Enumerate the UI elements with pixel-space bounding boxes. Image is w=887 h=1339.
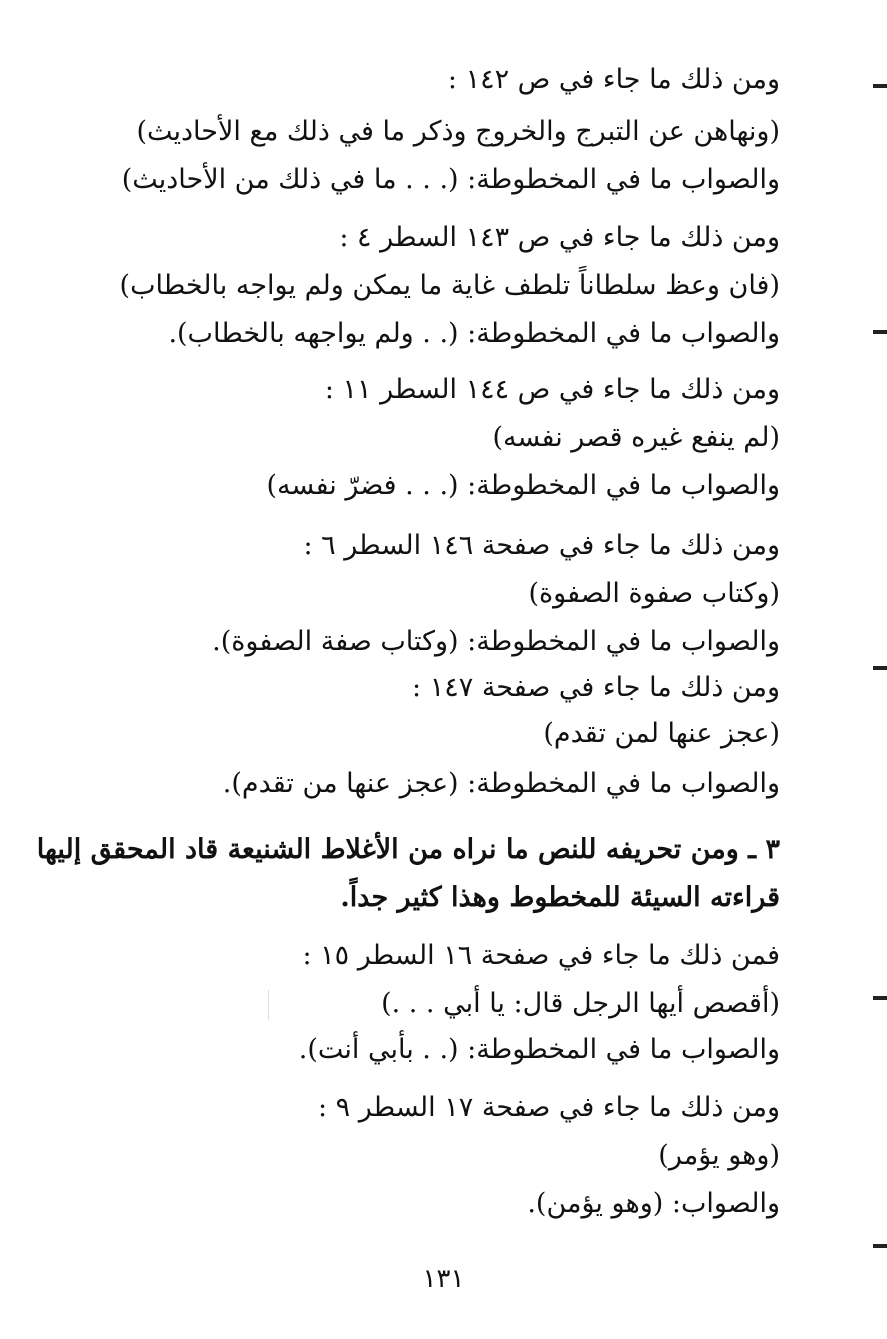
text-line-8: (لم ينفع غيره قصر نفسه) [492,422,780,453]
text-line-14: (عجز عنها لمن تقدم) [543,718,780,749]
page-number: ١٣١ [422,1264,465,1294]
text-line-19: (أقصص أيها الرجل قال: يا أبي . . .) [381,988,780,1019]
text-line-18: فمن ذلك ما جاء في صفحة ١٦ السطر ١٥ : [302,940,780,971]
text-line-2: (ونهاهن عن التبرج والخروج وذكر ما في ذلك مع الأحاديث) [136,116,780,147]
text-line-12: والصواب ما في المخطوطة: (وكتاب صفة الصفوة). [212,626,780,657]
text-line-22: (وهو يؤمر) [658,1140,780,1171]
margin-mark [873,996,887,1000]
text-line-11: (وكتاب صفوة الصفوة) [528,578,780,609]
text-line-9: والصواب ما في المخطوطة: (. . . فضرّ نفسه) [266,470,780,501]
text-line-3: والصواب ما في المخطوطة: (. . . ما في ذلك من الأحاديث) [121,164,780,195]
text-line-5: (فان وعظ سلطاناً تلطف غاية ما يمكن ولم يواجه بالخطاب) [119,270,780,301]
text-line-15: والصواب ما في المخطوطة: (عجز عنها من تقدم). [222,768,780,799]
text-line-4: ومن ذلك ما جاء في ص ١٤٣ السطر ٤ : [339,222,780,253]
text-line-7: ومن ذلك ما جاء في ص ١٤٤ السطر ١١ : [324,374,780,405]
text-line-10: ومن ذلك ما جاء في صفحة ١٤٦ السطر ٦ : [303,530,780,561]
text-line-1: ومن ذلك ما جاء في ص ١٤٢ : [447,64,780,95]
scan-artifact [268,990,269,1020]
text-line-20: والصواب ما في المخطوطة: (. . بأبي أنت). [298,1034,780,1065]
margin-mark [873,84,887,88]
margin-mark [873,666,887,670]
margin-mark [873,330,887,334]
text-line-21: ومن ذلك ما جاء في صفحة ١٧ السطر ٩ : [317,1092,780,1123]
text-line-6: والصواب ما في المخطوطة: (. . ولم يواجهه بالخطاب). [168,318,780,349]
margin-mark [873,1244,887,1248]
section-heading-line-2: قراءته السيئة للمخطوط وهذا كثير جداً. [340,882,780,913]
text-line-23: والصواب: (وهو يؤمن). [527,1188,780,1219]
text-line-13: ومن ذلك ما جاء في صفحة ١٤٧ : [412,672,780,703]
section-heading-line-1: ٣ ـ ومن تحريفه للنص ما نراه من الأغلاط الشنيعة قاد المحقق إليها [36,834,780,865]
